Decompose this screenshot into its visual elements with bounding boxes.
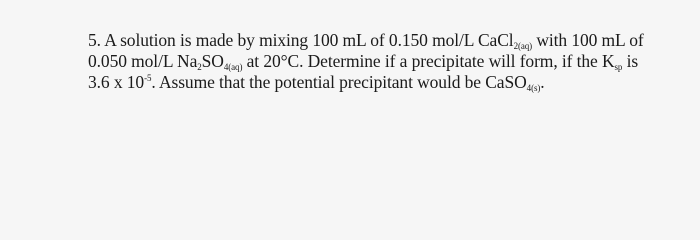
line1-end: with 100 mL of	[532, 30, 644, 50]
line1-text: A solution is made by mixing 100 mL of 0.150 mol/L CaCl	[104, 30, 514, 50]
question-line-1	[88, 30, 688, 51]
question-line-3	[88, 72, 688, 93]
ksp-exponent: -5	[144, 73, 152, 83]
ksp-mantissa: 3.6 x 10	[88, 72, 145, 92]
cacl2-subscript: 2	[513, 41, 518, 51]
line2-end: is	[622, 51, 639, 71]
line2-middle: at 20°C. Determine if a precipitate will form, if the K	[242, 51, 615, 71]
sulfate-text: SO	[201, 51, 224, 71]
line2-text: 0.050 mol/L Na	[88, 51, 198, 71]
question-number: 5.	[88, 30, 101, 50]
na-subscript: 2	[197, 62, 202, 72]
line3-end: .	[540, 72, 545, 92]
cacl2-phase: (aq)	[517, 41, 533, 51]
caso4-subscript: 4	[526, 83, 532, 93]
ksp-subscript: sp	[614, 62, 623, 72]
question-line-2	[88, 51, 688, 72]
sulfate-subscript: 4	[223, 62, 229, 72]
question-5	[88, 30, 688, 93]
line3-text: . Assume that the potential precipitant would be CaSO	[151, 72, 527, 92]
na2so4-phase: (aq)	[228, 62, 243, 72]
caso4-phase: (s)	[531, 83, 541, 93]
